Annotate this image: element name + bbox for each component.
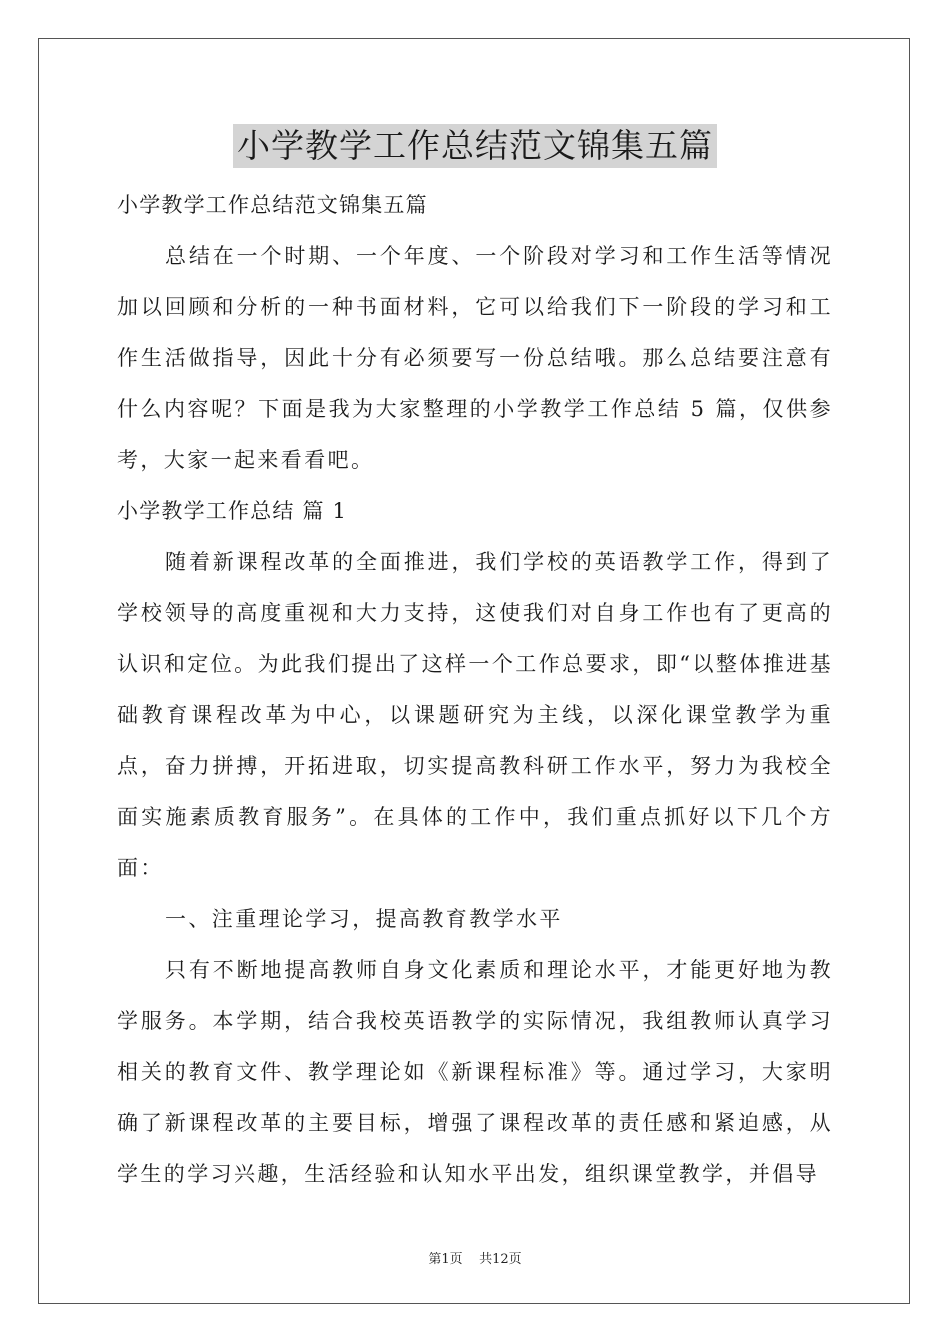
body-paragraph: 随着新课程改革的全面推进，我们学校的英语教学工作，得到了学校领导的高度重视和大力支持，这使我们对自身工作也有了更高的认识和定位。为此我们提出了这样一个工作总要求，即“以整体推进基础教育课程改革为中心，以课题研究为主线，以深化课堂教学为重点，奋力拼搏，开拓进取，切实提高教科研工作水平，努力为我校全面实施素质教育服务”。在具体的工作中，我们重点抓好以下几个方面：: [117, 550, 833, 880]
subheading: 一、注重理论学习，提高教育教学水平: [165, 907, 563, 931]
intro-paragraph: 总结在一个时期、一个年度、一个阶段对学习和工作生活等情况加以回顾和分析的一种书面材料，它可以给我们下一阶段的学习和工作生活做指导，因此十分有必须要写一份总结哦。那么总结要注意有什么内容呢？下面是我为大家整理的小学教学工作总结 5 篇，仅供参考，大家一起来看看吧。: [117, 244, 833, 472]
section-heading: 小学教学工作总结 篇 1: [117, 499, 348, 523]
document-title: 小学教学工作总结范文锦集五篇: [233, 124, 717, 168]
document-subtitle: 小学教学工作总结范文锦集五篇: [117, 193, 428, 217]
title-container: [0, 124, 950, 168]
body-paragraph: 只有不断地提高教师自身文化素质和理论水平，才能更好地为教学服务。本学期，结合我校英语教学的实际情况，我组教师认真学习相关的教育文件、教学理论如《新课程标准》等。通过学习，大家明确了新课程改革的主要目标，增强了课程改革的责任感和紧迫感，从学生的学习兴趣，生活经验和认知水平出发，组织课堂教学，并倡导: [117, 958, 833, 1186]
page-footer: 第1页 共12页: [428, 1252, 522, 1267]
document-body: [117, 180, 833, 1200]
